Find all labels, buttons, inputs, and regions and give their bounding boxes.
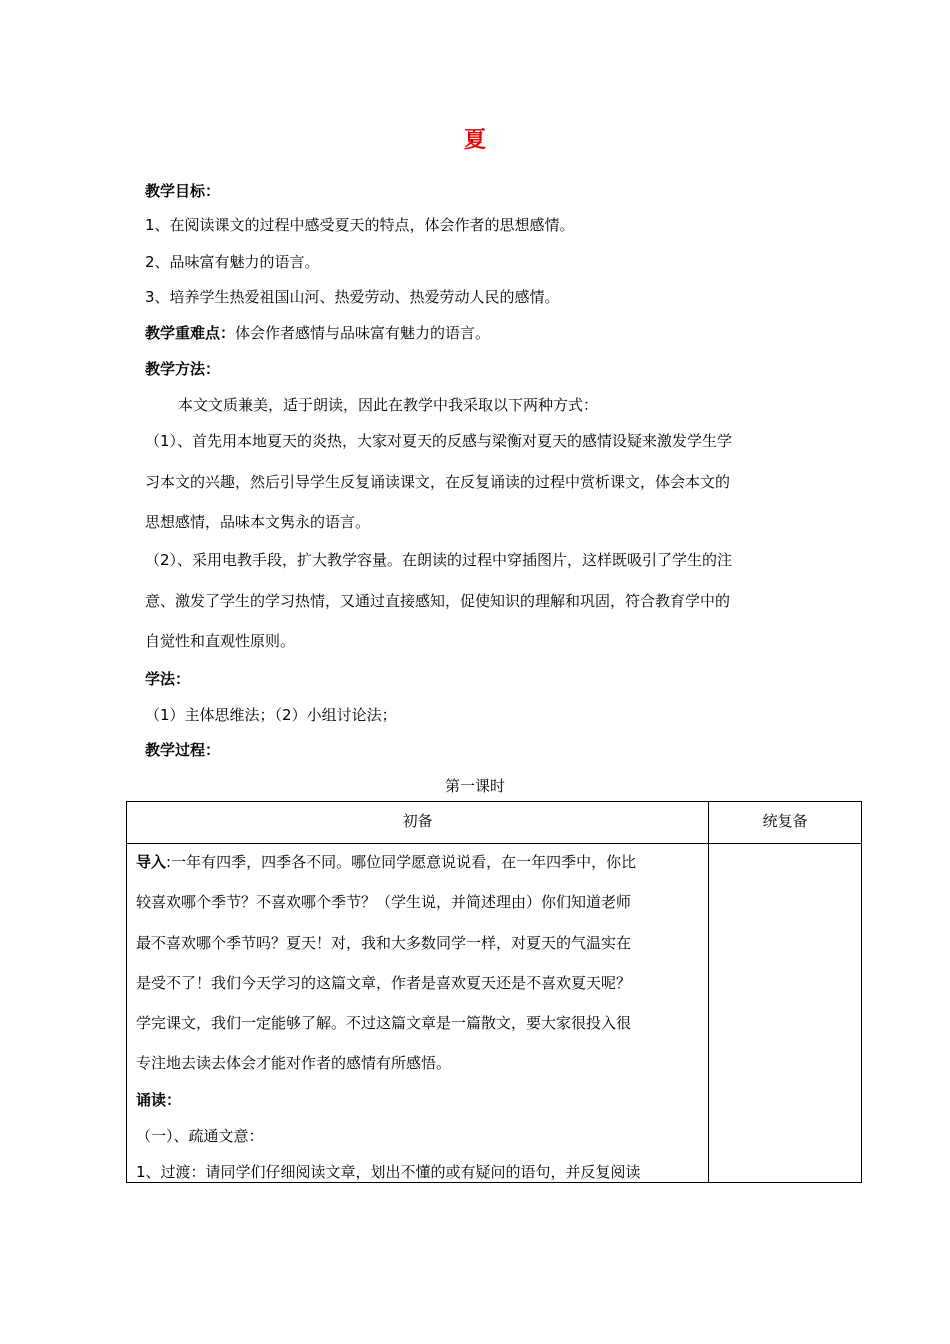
intro-line: 较喜欢哪个季节？不喜欢哪个季节？（学生说，并简述理由）你们知道老师: [136, 893, 632, 911]
intro-first-text: :一年有四季，四季各不同。哪位同学愿意说说看，在一年四季中，你比: [166, 853, 637, 871]
process-heading: 教学过程：: [145, 741, 221, 759]
review-prep-cell: [709, 844, 862, 1183]
goals-heading: 教学目标：: [145, 182, 221, 200]
goal-item: 2、品味富有魅力的语言。: [145, 253, 320, 271]
intro-line: 是受不了！我们今天学习的这篇文章，作者是喜欢夏天还是不喜欢夏天呢？: [136, 974, 632, 992]
method-1-line: （1）、首先用本地夏天的炎热，大家对夏天的反感与梁衡对夏天的感情设疑来激发学生学: [145, 432, 733, 450]
lesson-label: 第一课时: [444, 777, 505, 795]
method-2-line: （2）、采用电教手段，扩大教学容量。在朗读的过程中穿插图片，这样既吸引了学生的注: [145, 551, 733, 569]
method-1-line: 思想感情，品味本文隽永的语言。: [145, 513, 371, 531]
study-heading: 学法：: [145, 670, 191, 688]
intro-line: 学完课文，我们一定能够了解。不过这篇文章是一篇散文，要大家很投入很: [136, 1014, 632, 1032]
read-heading: 诵读：: [136, 1091, 182, 1109]
key-points: [145, 322, 825, 343]
table-row: [127, 844, 862, 1183]
methods-heading: 教学方法：: [145, 360, 221, 378]
intro-line: 专注地去读去体会才能对作者的感情有所感悟。: [136, 1054, 452, 1072]
lesson-table: [126, 801, 862, 1183]
intro-line: 最不喜欢哪个季节吗？夏天！对，我和大多数同学一样，对夏天的气温实在: [136, 934, 632, 952]
header-review-prep: 统复备: [709, 802, 862, 844]
key-points-label: 教学重难点：: [145, 324, 236, 342]
method-2-line: 自觉性和直观性原则。: [145, 632, 296, 650]
table-header-row: [127, 802, 862, 844]
header-initial-prep: 初备: [127, 802, 709, 844]
method-2-line: 意、激发了学生的学习热情，又通过直接感知，促使知识的理解和巩固，符合教育学中的: [145, 592, 731, 610]
read-sub: （一）、疏通文意：: [136, 1127, 264, 1145]
method-1-line: 习本文的兴趣，然后引导学生反复诵读课文，在反复诵读的过程中赏析课文，体会本文的: [145, 473, 731, 491]
study-text: （1）主体思维法；（2）小组讨论法；: [145, 706, 397, 724]
goal-item: 1、在阅读课文的过程中感受夏天的特点，体会作者的思想感情。: [145, 216, 575, 234]
initial-prep-cell: [127, 844, 709, 1183]
document-title: 夏: [463, 128, 486, 153]
key-points-text: 体会作者感情与品味富有魅力的语言。: [235, 324, 491, 342]
read-line: 1、过渡：请同学们仔细阅读文章，划出不懂的或有疑问的语句，并反复阅读: [136, 1163, 641, 1181]
methods-intro: 本文文质兼美，适于朗读，因此在教学中我采取以下两种方式：: [178, 396, 599, 414]
intro-label: 导入: [136, 853, 167, 871]
intro-first-line: [136, 851, 636, 872]
goal-item: 3、培养学生热爱祖国山河、热爱劳动、热爱劳动人民的感情。: [145, 288, 560, 306]
